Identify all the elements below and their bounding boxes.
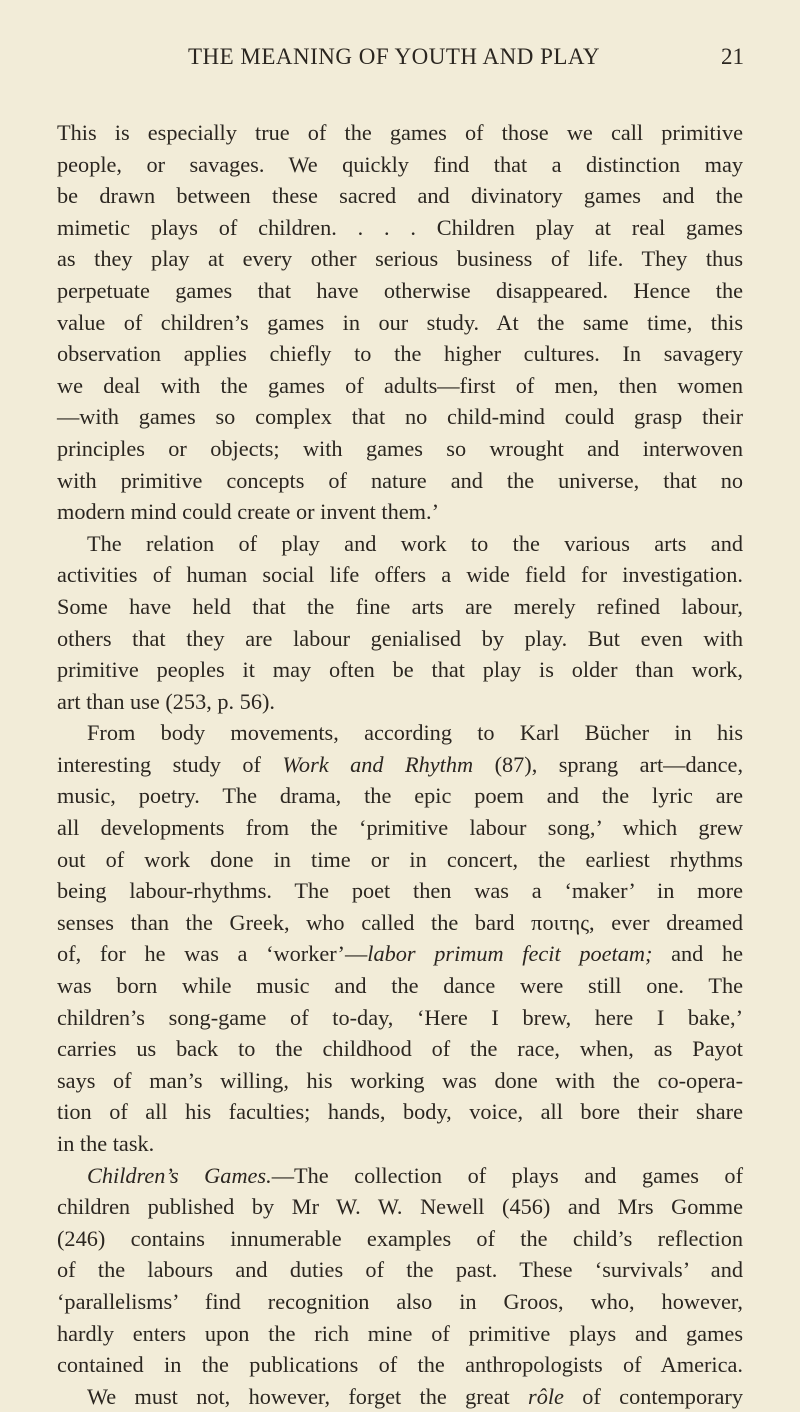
text-line (57, 654, 743, 686)
running-header (134, 44, 744, 74)
text-line (57, 433, 743, 465)
text-line (57, 338, 743, 370)
text-line (57, 243, 743, 275)
text-line (57, 1160, 743, 1192)
text-run: interesting study of (57, 751, 283, 777)
text-run: as they play at every other serious business of life. They thus (57, 246, 743, 272)
text-run: we deal with the games of adults—first of men, then women (57, 372, 743, 398)
text-run: observation applies chiefly to the higher cultures. In savagery (57, 341, 743, 367)
text-line (57, 1349, 743, 1381)
text-run: modern mind could create or invent them.’ (57, 499, 440, 525)
text-line (57, 307, 743, 339)
text-line (57, 1254, 743, 1286)
text-run: all developments from the ‘primitive labour song,’ which grew (57, 815, 743, 841)
text-run: being labour-rhythms. The poet then was a ‘maker’ in more (57, 878, 743, 904)
text-line (57, 465, 743, 497)
text-run: was born while music and the dance were still one. The (57, 973, 743, 999)
text-run: (87), sprang art—dance, (473, 751, 744, 777)
text-run: principles or objects; with games so wrought and interwoven (57, 435, 743, 461)
text-run: and he (652, 941, 743, 967)
text-run: From body movements, according to Karl Bücher in his (87, 720, 743, 746)
text-line (57, 812, 743, 844)
text-line (57, 275, 743, 307)
text-run: children’s song-game of to-day, ‘Here I brew, here I bake,’ (57, 1004, 743, 1030)
text-line (57, 780, 743, 812)
text-run: activities of human social life offers a wide field for investigation. (57, 562, 743, 588)
text-run: We must not, however, forget the great (87, 1383, 529, 1409)
text-line (57, 1128, 743, 1160)
body-text (57, 117, 743, 1412)
text-run: children published by Mr W. W. Newell (456) and Mrs Gomme (57, 1194, 743, 1220)
text-line (57, 970, 743, 1002)
text-run: with primitive concepts of nature and the universe, that no (57, 467, 743, 493)
text-line (57, 212, 743, 244)
text-run: tion of all his faculties; hands, body, voice, all bore their share (57, 1099, 743, 1125)
text-run: of, for he was a ‘worker’— (57, 941, 368, 967)
text-run: —The collection of plays and games of (271, 1162, 743, 1188)
text-run: This is especially true of the games of those we call primitive (57, 120, 743, 145)
text-line (57, 938, 743, 970)
text-run: senses than the Greek, who called the bard ποιτης, ever dreamed (57, 909, 743, 935)
text-line (57, 1318, 743, 1350)
text-line (57, 907, 743, 939)
text-run: hardly enters upon the rich mine of primitive plays and games (57, 1320, 743, 1346)
text-line (57, 1002, 743, 1034)
text-line (57, 1286, 743, 1318)
page-number: 21 (721, 44, 744, 69)
text-run: perpetuate games that have otherwise disappeared. Hence the (57, 277, 743, 303)
text-run: (246) contains innumerable examples of the child’s reflection (57, 1225, 743, 1251)
text-run: contained in the publications of the anthropologists of America. (57, 1352, 743, 1378)
text-line (57, 686, 743, 718)
text-line (57, 149, 743, 181)
text-run: in the task. (57, 1131, 155, 1156)
text-line (57, 875, 743, 907)
text-run: of contemporary (563, 1383, 743, 1409)
text-run: of the labours and duties of the past. These ‘survivals’ and (57, 1257, 743, 1283)
text-line (57, 180, 743, 212)
text-line (57, 1191, 743, 1223)
text-run: The relation of play and work to the various arts and (87, 530, 743, 556)
italic-text: rôle (528, 1383, 564, 1409)
text-run: value of children’s games in our study. At the same time, this (57, 309, 743, 335)
text-run: art than use (253, p. 56). (57, 688, 275, 714)
text-line (57, 528, 743, 560)
text-line (57, 496, 743, 528)
text-run: mimetic plays of children. . . . Children play at real games (57, 214, 743, 240)
italic-text: Work and Rhythm (282, 751, 474, 777)
text-line (57, 591, 743, 623)
text-line (57, 1096, 743, 1128)
italic-text: Children’s Games. (87, 1162, 272, 1188)
text-run: —with games so complex that no child-mind could grasp their (57, 404, 743, 430)
text-line (57, 1223, 743, 1255)
text-line (57, 559, 743, 591)
text-line (57, 370, 743, 402)
text-run: people, or savages. We quickly find that a distinction may (57, 151, 743, 177)
text-line (57, 1381, 743, 1412)
text-run: music, poetry. The drama, the epic poem and the lyric are (57, 783, 743, 809)
text-run: ‘parallelisms’ find recognition also in Groos, who, however, (57, 1288, 743, 1314)
text-line (57, 623, 743, 655)
text-line (57, 844, 743, 876)
text-run: be drawn between these sacred and divinatory games and the (57, 183, 743, 209)
text-line (57, 749, 743, 781)
italic-text: labor primum fecit poetam; (367, 941, 653, 967)
text-run: out of work done in time or in concert, the earliest rhythms (57, 846, 743, 872)
text-line (57, 1033, 743, 1065)
text-line (57, 117, 743, 149)
text-run: carries us back to the childhood of the race, when, as Payot (57, 1036, 743, 1062)
text-run: Some have held that the fine arts are merely refined labour, (57, 593, 743, 619)
text-line (57, 717, 743, 749)
running-head-title: THE MEANING OF YOUTH AND PLAY (187, 44, 601, 69)
text-line (57, 401, 743, 433)
text-line (57, 1065, 743, 1097)
text-run: says of man’s willing, his working was done with the co-opera- (57, 1067, 743, 1093)
text-run: primitive peoples it may often be that play is older than work, (57, 657, 743, 683)
text-run: others that they are labour genialised by play. But even with (57, 625, 743, 651)
